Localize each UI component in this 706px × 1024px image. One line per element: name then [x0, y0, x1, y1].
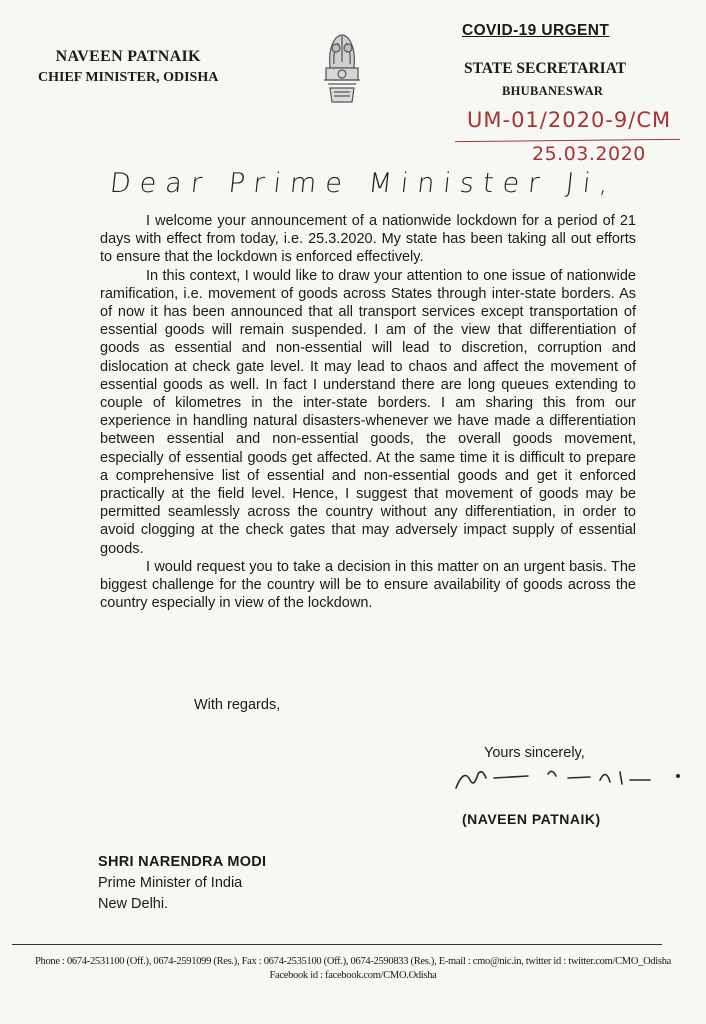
- office-city: BHUBANESWAR: [502, 84, 604, 98]
- footer-contacts: Phone : 0674-2531100 (Off.), 0674-2591099 (Res.), Fax : 0674-2535100 (Off.), 0674-2590833 (Res.), E-mail : cmo@nic.in, twitter id : twitter.com/CMO_Odisha: [34, 956, 672, 967]
- footer-divider: [12, 944, 662, 945]
- reference-underline: [455, 139, 680, 142]
- reference-number: UM-01/2020-9/CM: [467, 108, 672, 132]
- reference-date: 25.03.2020: [532, 143, 646, 165]
- footer-facebook: Facebook id : facebook.com/CMO.Odisha: [269, 970, 437, 981]
- letter-body: [100, 212, 636, 612]
- recipient-block: [98, 852, 266, 915]
- recipient-name: SHRI NARENDRA MODI: [98, 854, 267, 870]
- signature-icon: [450, 758, 690, 798]
- sender-block: [38, 48, 218, 86]
- urgent-label: [462, 22, 609, 40]
- regards-line: With regards,: [194, 697, 281, 713]
- signatory-name: (NAVEEN PATNAIK): [462, 811, 601, 827]
- urgent-label-text: COVID-19 URGENT: [462, 22, 610, 39]
- body-paragraph: In this context, I would like to draw your attention to one issue of nationwide ramification, i.e. movement of goods across States through inter-state borders. As of now it has been announced that all transport services except transportation of essential goods will remain suspended. I am of the view that differentiation of goods as essential and non-essential will lead to discretion, corruption and dislocation at check gate level. It may lead to chaos and affect the movement of essential goods as well. In fact I understand there are long queues extending to couple of kilometres in the inter-state borders. I am sharing this from our experience in handling natural disasters-whenever we have made a differentiation between essential and non-essential goods, the overall goods movement, especially of essential goods get affected. At the same time it is difficult to prepare a comprehensive list of essential and non-essential goods and get it enforced practically at the field level. Hence, I suggest that movement of goods may be permitted seamlessly across the country without any differentiation, in order to avoid clogging at the check gates that may adversely impact supply of essential goods.: [100, 267, 636, 557]
- sender-title: CHIEF MINISTER, ODISHA: [38, 70, 219, 85]
- state-emblem-icon: [316, 28, 368, 114]
- office-name: STATE SECRETARIAT: [464, 60, 627, 77]
- recipient-location: New Delhi.: [98, 896, 169, 912]
- sender-name: NAVEEN PATNAIK: [55, 48, 201, 65]
- salutation: Dear Prime Minister Ji,: [108, 168, 619, 199]
- closing-line: Yours sincerely,: [484, 745, 585, 761]
- footer: [0, 955, 706, 983]
- recipient-title: Prime Minister of India: [98, 875, 243, 891]
- body-paragraph: I welcome your announcement of a nationwide lockdown for a period of 21 days with effect from today, i.e. 25.3.2020. My state has been taking all out efforts to ensure that the lockdown is enforced effectively.: [100, 213, 636, 266]
- body-paragraph: I would request you to take a decision in this matter on an urgent basis. The biggest challenge for the country will be to ensure availability of goods across the country especially in view of the lockdown.: [100, 558, 636, 612]
